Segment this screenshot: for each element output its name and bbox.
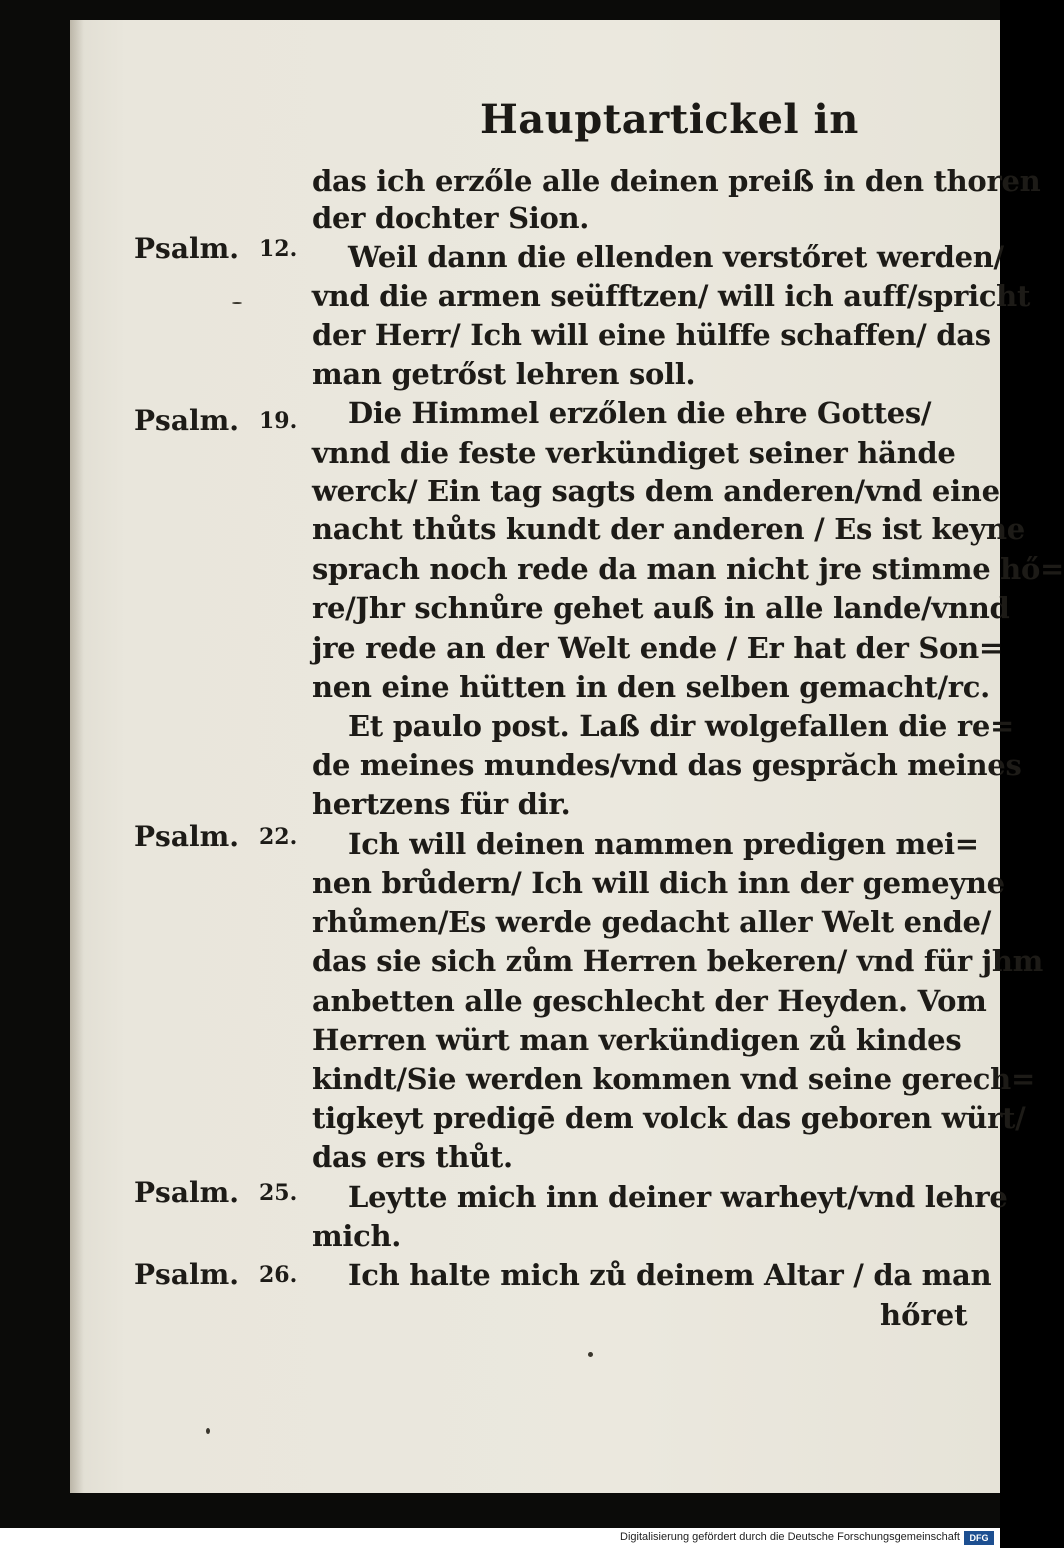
text-line: kindt/Sie werden kommen vnd seine gerech= bbox=[312, 1062, 1035, 1096]
text-line: der dochter Sion. bbox=[312, 201, 590, 235]
reference-number: 22. bbox=[259, 824, 298, 850]
text-line: vnnd die feste verkündiget seiner hände bbox=[312, 436, 956, 470]
text-line: Leytte mich inn deiner warheyt/vnd lehre bbox=[348, 1180, 1008, 1214]
text-line: nen brůdern/ Ich will dich inn der gemeyne bbox=[312, 866, 1005, 900]
margin-reference bbox=[134, 820, 304, 860]
page-gutter-shadow bbox=[70, 20, 84, 1493]
text-line: jre rede an der Welt ende / Er hat der Son= bbox=[312, 631, 1003, 665]
paper-speck bbox=[206, 1428, 210, 1434]
reference-number: 26. bbox=[259, 1262, 298, 1288]
reference-number: 12. bbox=[259, 236, 298, 262]
footer-bar bbox=[0, 1528, 1000, 1548]
text-line: der Herr/ Ich will eine hülffe schaffen/ das bbox=[312, 318, 991, 352]
reference-label: Psalm. bbox=[134, 404, 239, 437]
text-line: das ers thůt. bbox=[312, 1140, 513, 1174]
reference-label: Psalm. bbox=[134, 820, 239, 853]
text-line: Weil dann die ellenden verstőret werden/ bbox=[348, 240, 1004, 274]
text-line: rhůmen/Es werde gedacht aller Welt ende/ bbox=[312, 905, 992, 939]
reference-label: Psalm. bbox=[134, 1176, 239, 1209]
text-line: das ich erzőle alle deinen preiß in den thoren bbox=[312, 164, 1041, 198]
paper-speck bbox=[588, 1352, 593, 1357]
text-line: Herren würt man verkündigen zů kindes bbox=[312, 1023, 962, 1057]
reference-label: Psalm. bbox=[134, 232, 239, 265]
running-header: Hauptartickel in bbox=[480, 96, 859, 143]
text-line: vnd die armen seüfftzen/ will ich auff/spricht bbox=[312, 279, 1031, 313]
text-line: werck/ Ein tag sagts dem anderen/vnd eine bbox=[312, 474, 1000, 508]
reference-number: 25. bbox=[259, 1180, 298, 1206]
text-line: hertzens für dir. bbox=[312, 787, 571, 821]
catchword: hőret bbox=[880, 1298, 968, 1332]
text-line: de meines mundes/vnd das gesprăch meines bbox=[312, 748, 1022, 782]
text-line: Ich will deinen nammen predigen mei= bbox=[348, 827, 979, 861]
text-line: das sie sich zům Herren bekeren/ vnd für jhm bbox=[312, 944, 1044, 978]
text-line: anbetten alle geschlecht der Heyden. Vom bbox=[312, 984, 987, 1018]
footer-credit: Digitalisierung gefördert durch die Deutsche Forschungsgemeinschaft bbox=[620, 1531, 960, 1543]
text-line: sprach noch rede da man nicht jre stimme hő= bbox=[312, 552, 1064, 586]
text-line: re/Jhr schnůre gehet auß in alle lande/vnnd bbox=[312, 591, 1010, 625]
text-line: Die Himmel erzőlen die ehre Gottes/ bbox=[348, 396, 932, 430]
text-line: nen eine hütten in den selben gemacht/rc. bbox=[312, 670, 990, 704]
margin-reference bbox=[134, 1176, 304, 1216]
text-line: nacht thůts kundt der anderen / Es ist keyne bbox=[312, 512, 1025, 546]
text-line: Ich halte mich zů deinem Altar / da man bbox=[348, 1258, 992, 1292]
margin-reference bbox=[134, 1258, 304, 1298]
dfg-logo-icon: DFG bbox=[964, 1531, 994, 1545]
margin-reference bbox=[134, 232, 304, 272]
text-line: Et paulo post. Laß dir wolgefallen die re= bbox=[348, 709, 1014, 743]
reference-label: Psalm. bbox=[134, 1258, 239, 1291]
margin-reference bbox=[134, 404, 304, 444]
reference-number: 19. bbox=[259, 408, 298, 434]
text-line: man getrőst lehren soll. bbox=[312, 357, 696, 391]
text-line: tigkeyt predigē dem volck das geboren würt/ bbox=[312, 1101, 1026, 1135]
text-line: mich. bbox=[312, 1219, 402, 1253]
paper-speck bbox=[232, 302, 242, 304]
